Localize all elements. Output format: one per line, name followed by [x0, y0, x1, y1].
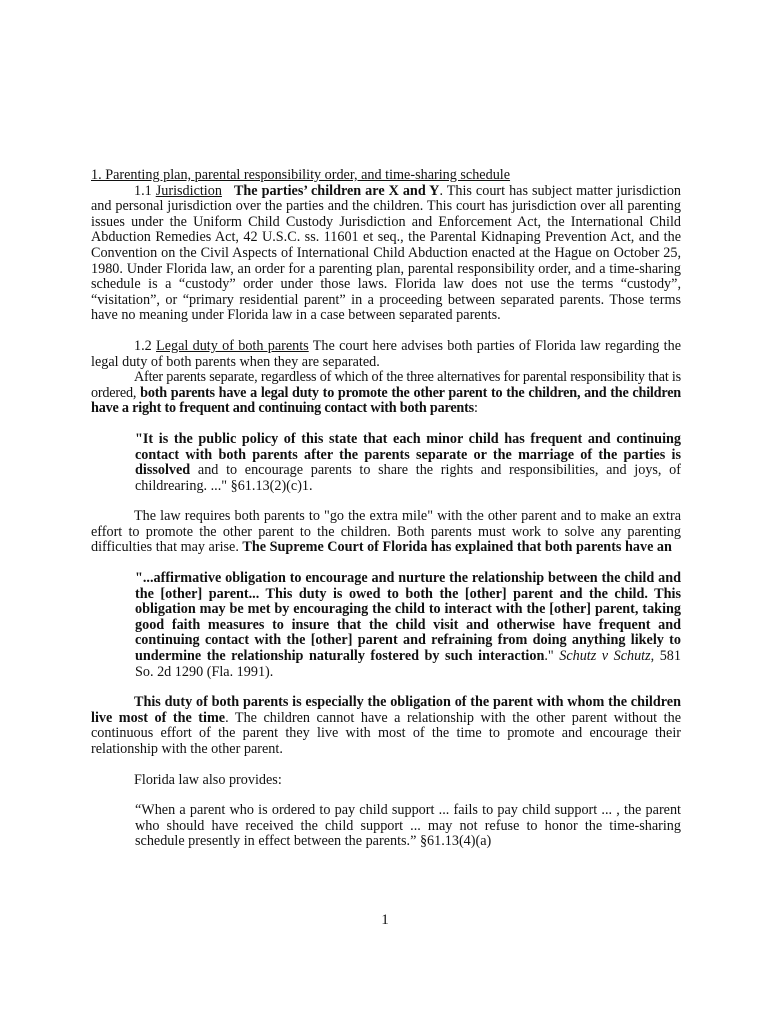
quote-public-policy-bold: "It is the public policy of this state that each minor child has frequent and continuing contact with both parents after the parents separate or the marriage of the parties is dissolved [135, 430, 681, 479]
quote-affirmative-case-name: Schutz v Schutz [559, 648, 651, 665]
document-page [91, 168, 681, 850]
section-1-1-paragraph [91, 184, 681, 324]
page-number: 1 [381, 912, 389, 928]
section-heading-text: 1. Parenting plan, parental responsibility order, and time-sharing schedule [91, 167, 511, 183]
section-1-2-number: 1.2 [134, 337, 157, 354]
section-heading [91, 168, 681, 184]
quote-affirmative-bold: "...affirmative obligation to encourage and nurture the relationship between the child and the [other] parent... This duty is owed to both the [other] parent and the child. This obligation may be met by encouraging the child to interact with the [other] parent, taking good faith measures to insure that the child visit and otherwise have frequent and continuing contact with the [other] parent and refraining from doing anything likely to undermine the relationship naturally fostered by such interaction [135, 570, 681, 665]
paragraph-florida-law [91, 773, 681, 789]
quote-affirmative-obligation [135, 571, 681, 680]
quote-affirmative-citation: , 581 So. 2d 1290 (Fla. 1991). [135, 648, 681, 680]
section-1-1-number: 1.1 [134, 182, 156, 199]
section-1-2-title: Legal duty of both parents [156, 337, 309, 354]
section-1-1-bold: The parties’ children are X and Y [233, 182, 440, 199]
section-1-2-p2-end: : [473, 400, 478, 417]
paragraph-duty [91, 695, 681, 757]
quote-child-support [135, 803, 681, 850]
section-1-2-paragraph-2 [91, 370, 681, 417]
section-1-1-title: Jurisdiction [155, 182, 222, 199]
quote-public-policy [135, 432, 681, 494]
section-1-2-text: The court here advises both parties of Florida law regarding the legal duty of both parents when they are separated. [91, 337, 682, 370]
paragraph-duty-text: . The children cannot have a relationship with the other parent without the continuous effort of the parent they live with most of the time to promote and encourage their relationship with the other parent. [91, 709, 681, 757]
quote-child-support-text: “When a parent who is ordered to pay child support ... fails to pay child support ... , the parent who should have received the child support ... may not refuse to honor the time-sharing schedule presently in effect between the parents.” §61.13(4)(a) [135, 802, 681, 850]
section-1-1-text: . This court has subject matter jurisdiction and personal jurisdiction over the parties and the children. This court has jurisdiction over all parenting issues under the Uniform Child Custody Jurisdiction and Enforcement Act, the International Child Abduction Remedies Act, 42 U.S.C. ss. 11601 et seq., the Parental Kidnaping Prevention Act, and the Convention on the Civil Aspects of International Child Abduction enacted at the Hague on October 25, 1980. Under Florida law, an order for a parenting plan, parental responsibility order, and a time-sharing schedule is a “custody” order under those laws. Florida law does not use the terms “custody”, “visitation”, or “primary residential parent” in a proceeding between separated parents. Those terms have no meaning under Florida law in a case between separated parents. [91, 182, 682, 324]
quote-public-policy-text: and to encourage parents to share the rights and responsibilities, and joys, of childrearing. ..." §61.13(2)(c)1. [135, 462, 681, 494]
quote-affirmative-text: ." [544, 648, 560, 665]
paragraph-duty-bold: This duty of both parents is especially the obligation of the parent with whom the children live most of the time [91, 694, 681, 726]
paragraph-florida-law-text: Florida law also provides: [134, 771, 282, 788]
section-1-2-p2-text: After parents separate, regardless of which of the three alternatives for parental responsibility that is ordered, [91, 369, 681, 401]
paragraph-extra-mile-bold: The Supreme Court of Florida has explained that both parents have an [242, 539, 672, 556]
section-1-2-paragraph [91, 339, 681, 370]
paragraph-extra-mile-text: The law requires both parents to "go the extra mile" with the other parent and to make an extra effort to promote the other parent to the children. Both parents must work to solve any parenting difficulties that may arise. [91, 508, 681, 556]
paragraph-extra-mile [91, 509, 681, 556]
section-1-2-p2-bold: both parents have a legal duty to promote the other parent to the children, and the children have a right to frequent and continuing contact with both parents [91, 384, 681, 417]
